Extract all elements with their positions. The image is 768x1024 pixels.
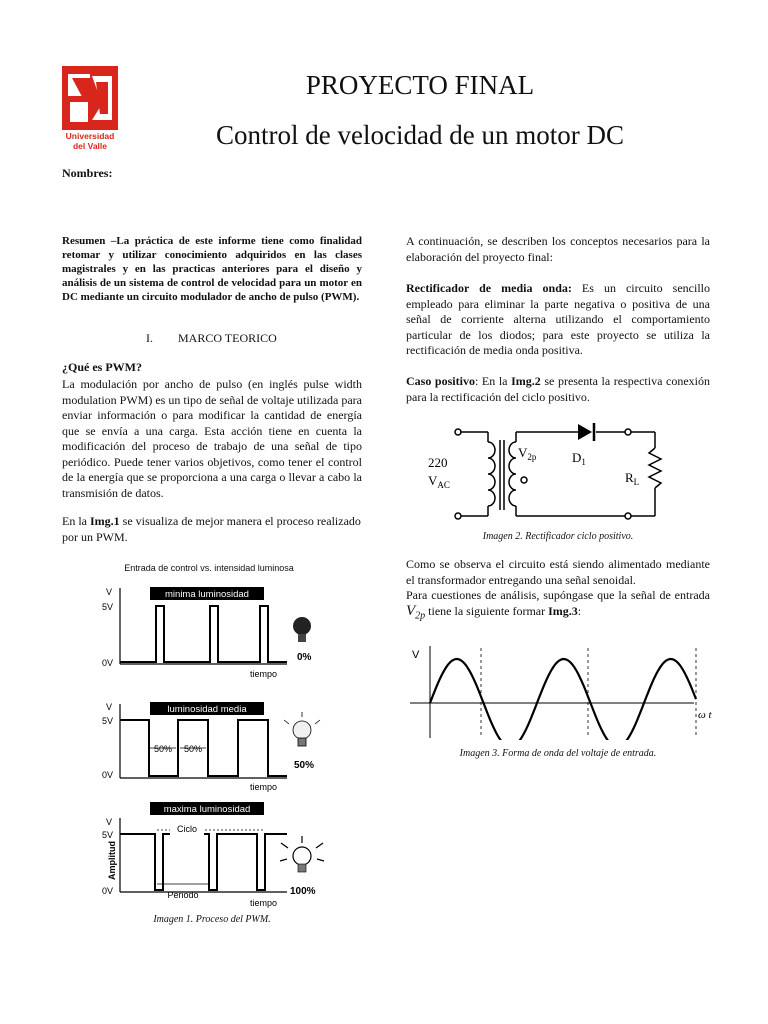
axis-time-3: tiempo: [250, 898, 278, 908]
figure1-title: Entrada de control vs. intensidad luminosa: [124, 563, 294, 573]
bulb-off-icon: [293, 617, 311, 642]
logo-text-2: del Valle: [72, 141, 108, 151]
pct-50: 50%: [294, 760, 315, 771]
wave-v-label: V: [412, 649, 420, 661]
axis-5v-3: 5V: [102, 830, 114, 840]
axis-0v-3: 0V: [102, 886, 114, 896]
axis-v-1: V: [106, 587, 113, 597]
pct-100: 100%: [290, 886, 316, 897]
document-subtitle: Control de velocidad de un motor DC: [216, 120, 624, 150]
section-number: I.: [146, 331, 153, 345]
analysis-paragraph: Para cuestiones de análisis, supóngase que la señal de entrada $V_{2p}$ tiene la siguiente formar Img.3:: [406, 588, 710, 621]
amplitud-label: Amplitud: [107, 841, 117, 880]
duty-50-b: 50%: [183, 744, 203, 754]
circuit-vac: $V_{AC}$: [428, 473, 450, 490]
panel2-label: luminosidad media: [167, 704, 247, 715]
circuit-220: 220: [428, 455, 448, 470]
circuit-rl: $R_L$: [625, 470, 640, 487]
caption-img1: Imagen 1. Proceso del PWM.: [153, 914, 271, 925]
axis-v-2: V: [106, 702, 113, 712]
rectifier-circuit: [418, 420, 668, 526]
pwm-figure: [62, 578, 362, 910]
axis-time-1: tiempo: [250, 669, 278, 679]
pct-0: 0%: [297, 652, 312, 663]
panel1-label: minima luminosidad: [165, 589, 249, 600]
caso-positivo-paragraph: Caso positivo: En la Img.2 se presenta la respectiva conexión para la rectificación del ciclo positivo.: [406, 374, 711, 404]
axis-5v-1: 5V: [102, 602, 114, 612]
rectificador-paragraph: Rectificador de media onda: Es un circuito sencillo empleado para eliminar la parte negativa o positiva de una señal de corriente alterna utilizando el comportamiento particular de los diodos; para este proyecto se utiliza la rectificación de media onda positiva.: [406, 281, 710, 357]
axis-5v-2: 5V: [102, 716, 114, 726]
panel3-label: maxima luminosidad: [163, 804, 251, 815]
universidad-del-valle-logo: [62, 66, 118, 152]
caption-img3: Imagen 3. Forma de onda del voltaje de entrada.: [459, 748, 657, 759]
axis-0v-1: 0V: [102, 658, 114, 668]
bulb-on-icon: [280, 836, 324, 872]
pwm-question: ¿Qué es PWM?: [62, 360, 142, 374]
axis-time-2: tiempo: [250, 782, 278, 792]
logo-text-1: Universidad: [65, 131, 115, 141]
pwm-img-reference: En la Img.1 se visualiza de mejor manera el proceso realizado por un PWM.: [62, 514, 361, 544]
axis-0v-2: 0V: [102, 770, 114, 780]
pwm-paragraph: La modulación por ancho de pulso (en inglés pulse width modulation PWM) es un tipo de señal de voltaje utilizada para enviar información o para modificar la cantidad de energía que se envía a una carga. Esta acción tiene en cuenta la modificación del proceso de trabajo de una señal de tipo periódico. Puede tener varios objetivos, como tener el control de la energía que se proporciona a una carga o llevar a cabo la transmisión de datos.: [62, 377, 362, 500]
abstract: Resumen –La práctica de este informe tiene como finalidad retomar y utilizar conocimiento adquiridos en las clases magistrales y en las practicas anteriores para el diseño y análisis de un sistema de control de velocidad para un motor en DC mediante un circuito modulador de ancho de pulso (PWM).: [62, 235, 362, 303]
bulb-half-icon: [284, 712, 320, 746]
caption-img2: Imagen 2. Rectificador ciclo positivo.: [482, 531, 634, 542]
document-title: PROYECTO FINAL: [305, 70, 535, 100]
wave-t-label: ω t: [698, 709, 712, 721]
axis-v-3: V: [106, 817, 113, 827]
section-title: MARCO TEORICO: [178, 331, 277, 345]
periodo-label: Periodo: [167, 890, 199, 900]
intro-paragraph: A continuación, se describen los conceptos necesarios para la elaboración del proyecto final:: [406, 234, 710, 264]
ciclo-label: Ciclo: [176, 824, 198, 834]
duty-50-a: 50%: [153, 744, 173, 754]
circuit-d1: $D_1$: [572, 450, 586, 467]
circuit-v2p: $V_{2p}$: [518, 445, 537, 462]
observation-paragraph: Como se observa el circuito está siendo alimentado mediante el transformador entregando una señal senoidal.: [406, 557, 710, 587]
nombres-label: Nombres:: [62, 166, 113, 180]
sine-wave-figure: [406, 642, 720, 740]
